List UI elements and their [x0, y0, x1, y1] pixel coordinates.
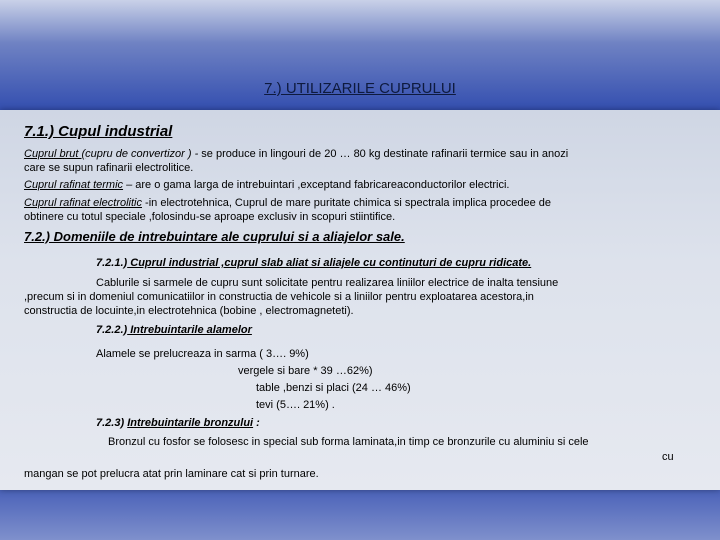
paragraph-cabluri-line2: ,precum si in domeniul comunicatiilor in constructia de vehicole si a liniilor pentru exploatarea acestora,in: [24, 291, 534, 303]
paragraph-cuprul-brut-line2: care se supun rafinarii electrolitice.: [24, 162, 194, 174]
alame-line3: table ,benzi si placi (24 … 46%): [256, 382, 411, 394]
alame-line1: Alamele se prelucreaza in sarma ( 3…. 9%): [96, 348, 309, 360]
heading-7-2: 7.2.) Domeniile de intrebuintare ale cuprului si a aliajelor sale.: [24, 229, 405, 244]
bronz-line1b: cu: [662, 451, 674, 463]
paragraph-cabluri-line1: Cablurile si sarmele de cupru sunt solicitate pentru realizarea liniilor electrice de inalta tensiune: [96, 277, 559, 289]
heading-7-1: 7.1.) Cupul industrial: [24, 123, 173, 140]
bronz-line2: mangan se pot prelucra atat prin laminare cat si prin turnare.: [24, 468, 319, 480]
heading-7-2-1: 7.2.1.) Cuprul industrial ,cuprul slab aliat si aliajele cu continuturi de cupru ridicate.: [96, 257, 532, 269]
bronz-line1: Bronzul cu fosfor se folosesc in special sub forma laminata,in timp ce bronzurile cu aluminiu si cele: [108, 436, 589, 448]
paragraph-cabluri-line3: constructia de locuinte,in electrotehnica (bobine , electromagneteti).: [24, 305, 354, 317]
content-panel: [0, 110, 720, 490]
heading-7-2-2: 7.2.2.) Intrebuintarile alamelor: [96, 324, 252, 336]
paragraph-rafinat-electrolitic-line2: obtinere cu totul speciale ,folosindu-se aproape exclusiv in scopuri stiintifice.: [24, 211, 396, 223]
alame-line4: tevi (5…. 21%) .: [256, 399, 335, 411]
paragraph-rafinat-electrolitic: Cuprul rafinat electrolitic -in electrotehnica, Cuprul de mare puritate chimica si spectrala implica procedee de: [24, 197, 552, 209]
paragraph-cuprul-brut: Cuprul brut (cupru de convertizor ) - se produce in lingouri de 20 … 80 kg destinate rafinarii termice sau in anozi: [24, 148, 569, 160]
slide-title: 7.) UTILIZARILE CUPRULUI: [264, 80, 456, 97]
heading-7-2-3: 7.2.3) Intrebuintarile bronzului :: [96, 417, 260, 429]
alame-line2: vergele si bare * 39 …62%): [238, 365, 373, 377]
paragraph-rafinat-termic: Cuprul rafinat termic – are o gama larga de intrebuintari ,exceptand fabricareaconductorilor electrici.: [24, 179, 510, 191]
